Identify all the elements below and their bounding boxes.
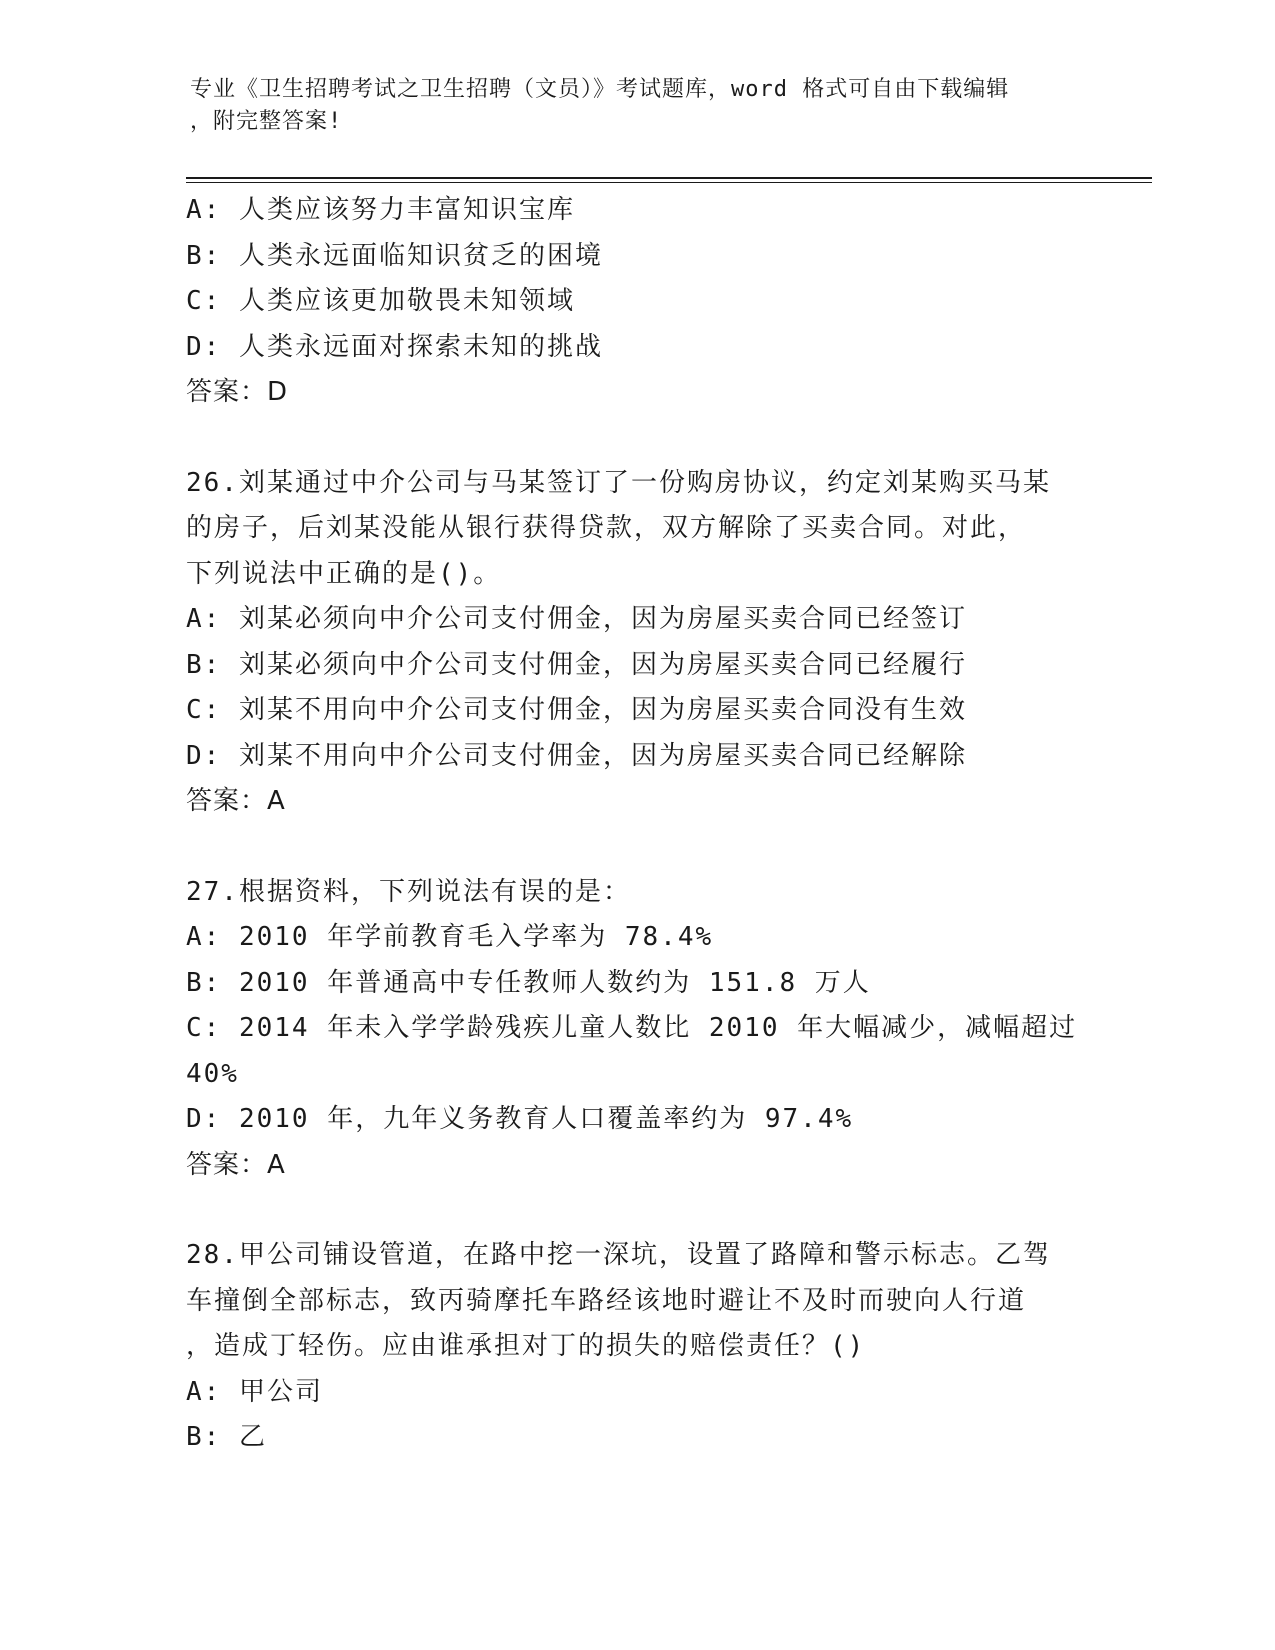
option-b: B: 刘某必须向中介公司支付佣金，因为房屋买卖合同已经履行 [186,649,967,680]
question-content [186,188,1086,1461]
spacer [186,825,1086,870]
question-stem-line: 27.根据资料，下列说法有误的是： [186,876,631,907]
option-d: D: 2010 年，九年义务教育人口覆盖率约为 97.4% [186,1104,854,1134]
question-stem-line: 的房子，后刘某没能从银行获得贷款，双方解除了买卖合同。对此， [186,513,1027,543]
header-line-2: ，附完整答案! [190,109,343,134]
option-a: A: 甲公司 [186,1376,323,1407]
question-26 [186,461,1086,825]
option-b: B: 2010 年普通高中专任教师人数约为 151.8 万人 [186,967,871,998]
option-a: A: 2010 年学前教育毛入学率为 78.4% [186,922,714,952]
question-25 [186,188,1086,416]
answer-line: 答案：A [186,1149,286,1180]
option-d: D: 刘某不用向中介公司支付佣金，因为房屋买卖合同已经解除 [186,740,967,771]
option-a: A: 刘某必须向中介公司支付佣金，因为房屋买卖合同已经签订 [186,604,967,634]
answer-line: 答案：D [186,377,289,407]
header-line-1: 专业《卫生招聘考试之卫生招聘（文员）》考试题库，word 格式可自由下载编辑 [190,77,1010,102]
option-a: A: 人类应该努力丰富知识宝库 [186,195,575,225]
answer-line: 答案：A [186,786,286,816]
option-d: D: 人类永远面对探索未知的挑战 [186,331,603,362]
question-27 [186,870,1086,1189]
header-divider-thin [186,182,1152,183]
option-c: C: 人类应该更加敬畏未知领域 [186,286,575,316]
question-stem-line: 下列说法中正确的是()。 [186,558,502,589]
option-c: C: 刘某不用向中介公司支付佣金，因为房屋买卖合同没有生效 [186,695,967,725]
question-stem-line: 车撞倒全部标志，致丙骑摩托车路经该地时避让不及时而驶向人行道 [186,1285,1027,1316]
option-c: C: 2014 年未入学学龄残疾儿童人数比 2010 年大幅减少，减幅超过 [186,1013,1078,1043]
option-b: B: 乙 [186,1422,267,1452]
spacer [186,1188,1086,1233]
question-stem-line: ，造成丁轻伤。应由谁承担对丁的损失的赔偿责任？() [186,1331,866,1361]
question-stem-line: 26.刘某通过中介公司与马某签订了一份购房协议，约定刘某购买马某 [186,467,1051,498]
header-divider-thick [186,177,1152,179]
question-stem-line: 28.甲公司铺设管道，在路中挖一深坑，设置了路障和警示标志。乙驾 [186,1240,1051,1270]
document-header [190,74,1080,138]
spacer [186,416,1086,461]
option-c-continuation: 40% [186,1058,239,1089]
question-28 [186,1233,1086,1461]
option-b: B: 人类永远面临知识贫乏的困境 [186,240,603,271]
